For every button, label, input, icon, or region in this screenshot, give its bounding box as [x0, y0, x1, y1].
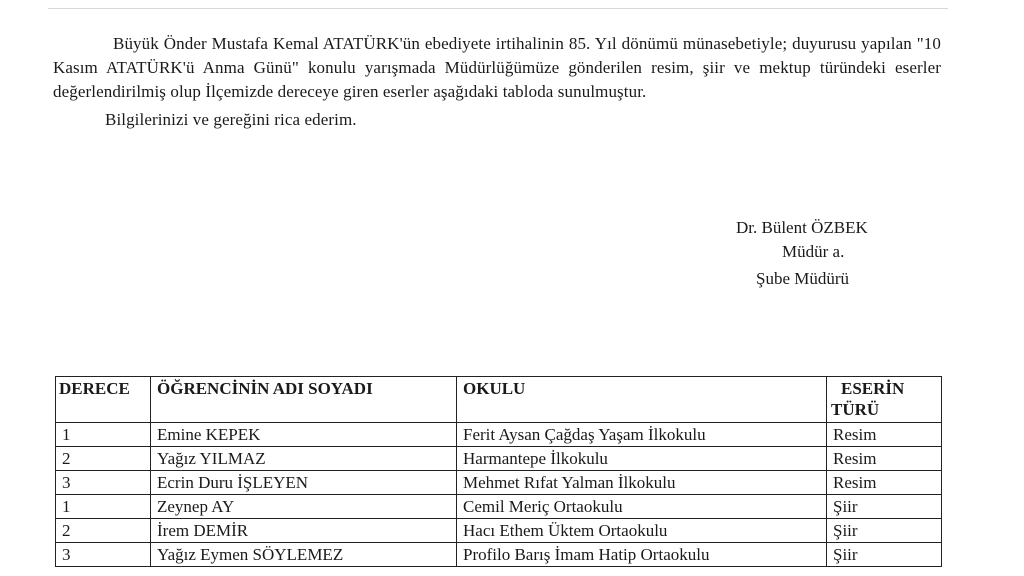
signer-name: Dr. Bülent ÖZBEK — [736, 218, 868, 237]
table-row — [56, 519, 942, 543]
cell-degree: 1 — [56, 423, 151, 447]
cell-school: Harmantepe İlkokulu — [457, 447, 827, 471]
cell-work-type: Şiir — [827, 543, 942, 567]
cell-school: Ferit Aysan Çağdaş Yaşam İlkokulu — [457, 423, 827, 447]
cell-student-name: Yağız YILMAZ — [151, 447, 457, 471]
results-table — [55, 376, 942, 567]
header-work-type-line-2: TÜRÜ — [831, 400, 880, 419]
table-row — [56, 447, 942, 471]
cell-work-type: Şiir — [827, 519, 942, 543]
cell-school: Profilo Barış İmam Hatip Ortaokulu — [457, 543, 827, 567]
cell-degree: 2 — [56, 519, 151, 543]
cell-student-name: İrem DEMİR — [151, 519, 457, 543]
cell-school: Hacı Ethem Üktem Ortaokulu — [457, 519, 827, 543]
header-degree: DERECE — [56, 377, 151, 423]
letter-paragraph-1: Büyük Önder Mustafa Kemal ATATÜRK'ün ebediyete irtihalinin 85. Yıl dönümü münasebetiyle; duyurusu yapılan "10 Kasım ATATÜRK'ü Anma Günü" konulu yarışmada Müdürlüğümüze gönderilen resim, şiir ve mektup türündeki eserler değerlendirilmiş olup İlçemizde dereceye giren eserler aşağıdaki tabloda sunulmuştur. — [53, 34, 941, 101]
cell-school: Cemil Meriç Ortaokulu — [457, 495, 827, 519]
cell-student-name: Yağız Eymen SÖYLEMEZ — [151, 543, 457, 567]
cell-work-type: Şiir — [827, 495, 942, 519]
cell-degree: 2 — [56, 447, 151, 471]
cell-student-name: Ecrin Duru İŞLEYEN — [151, 471, 457, 495]
signer-unit: Şube Müdürü — [756, 269, 850, 288]
table-row — [56, 423, 942, 447]
cell-degree: 1 — [56, 495, 151, 519]
cell-work-type: Resim — [827, 471, 942, 495]
header-work-type — [827, 377, 942, 423]
cell-degree: 3 — [56, 543, 151, 567]
cell-student-name: Zeynep AY — [151, 495, 457, 519]
cell-work-type: Resim — [827, 423, 942, 447]
table-header-row — [56, 377, 942, 423]
cell-student-name: Emine KEPEK — [151, 423, 457, 447]
cell-work-type: Resim — [827, 447, 942, 471]
letter-body — [53, 32, 941, 132]
letter-paragraph-2: Bilgilerinizi ve gereğini rica ederim. — [105, 110, 357, 129]
header-student-name: ÖĞRENCİNİN ADI SOYADI — [151, 377, 457, 423]
table-row — [56, 543, 942, 567]
cell-degree: 3 — [56, 471, 151, 495]
signature-block — [716, 216, 926, 291]
header-school: OKULU — [457, 377, 827, 423]
cell-school: Mehmet Rıfat Yalman İlkokulu — [457, 471, 827, 495]
signer-role: Müdür a. — [782, 242, 845, 261]
table-row — [56, 495, 942, 519]
table-row — [56, 471, 942, 495]
page-top-border — [48, 8, 948, 9]
header-work-type-line-1: ESERİN — [841, 379, 905, 398]
